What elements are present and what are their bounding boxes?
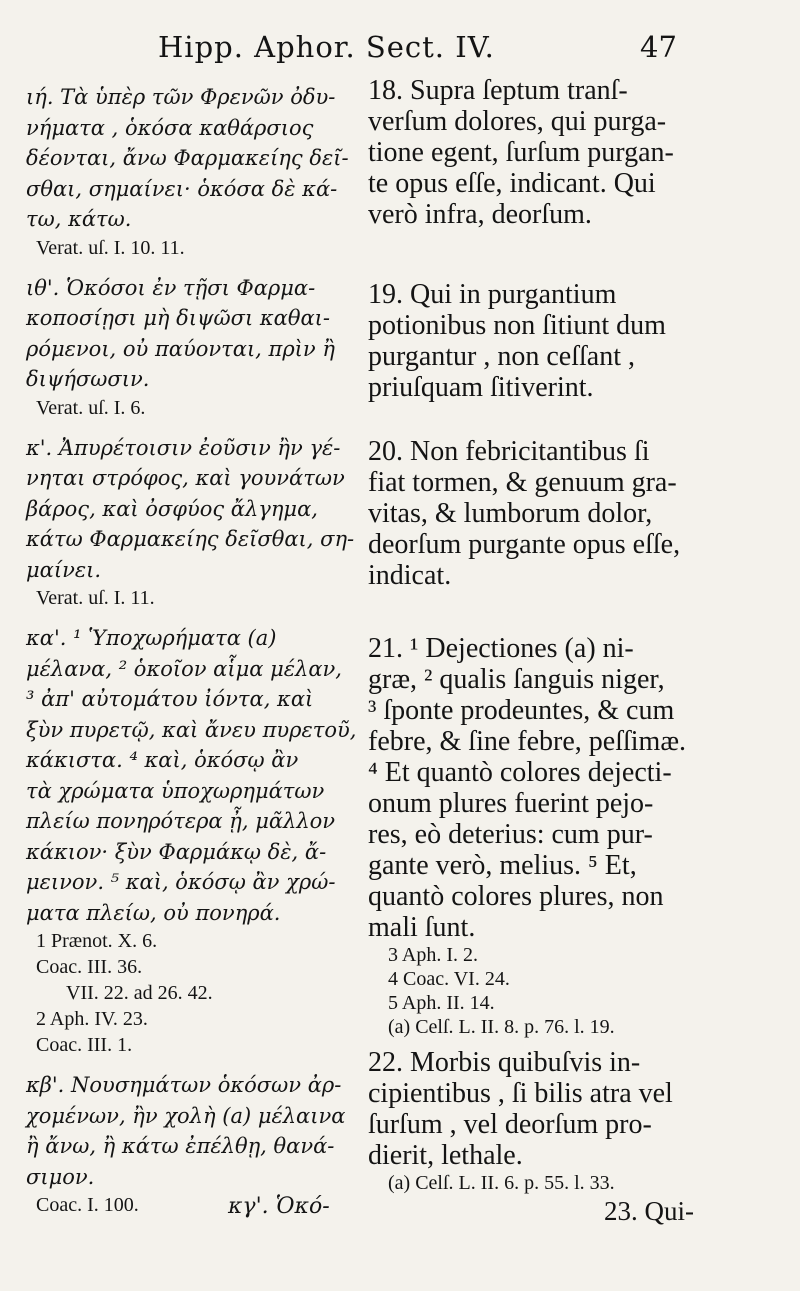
- text-line: τω, κάτω.: [26, 207, 132, 231]
- running-head: Hipp. Aphor. Sect. IV.: [158, 30, 495, 64]
- aphorism-block: [26, 433, 358, 612]
- text-line: νήματα , ὁκόσα καθάρσιος: [26, 115, 314, 140]
- text-line: κα'. ¹ Ὑποχωρήματα (a): [26, 626, 277, 650]
- block-gap: [368, 591, 780, 633]
- text-line: ρόμενοι, οὐ παύονται, πρὶν ἢ: [26, 336, 335, 361]
- reference-note: VII. 22. ad 26. 42.: [66, 982, 213, 1004]
- text-line: dierit, lethale.: [368, 1140, 523, 1171]
- reference-note: 3 Aph. I. 2.: [388, 944, 478, 966]
- text-line: cipientibus , ſi bilis atra vel: [368, 1078, 673, 1109]
- aphorism-block: [368, 75, 780, 230]
- latin-catchword: 23. Qui-: [604, 1196, 694, 1226]
- text-line: 21. ¹ Dejectiones (a) ni-: [368, 633, 634, 664]
- text-line: κβ'. Νουσημάτων ὁκόσων ἀρ-: [26, 1073, 342, 1097]
- reference-note: 2 Aph. IV. 23.: [36, 1008, 148, 1030]
- aphorism-block: [368, 436, 780, 591]
- block-gap: [26, 611, 358, 623]
- block-gap: [368, 403, 780, 436]
- reference-note: 1 Prænot. X. 6.: [36, 930, 158, 952]
- greek-text-column: [26, 82, 358, 1218]
- text-line: μέλανα, ² ὁκοῖον αἷμα μέλαν,: [26, 656, 342, 681]
- text-line: quantò colores plures, non: [368, 881, 664, 912]
- text-line: 22. Morbis quibuſvis in-: [368, 1047, 641, 1078]
- text-line: 20. Non febricitantibus ſi: [368, 436, 650, 467]
- text-line: βάρος, καὶ ὀσφύος ἄλγημα,: [26, 496, 318, 521]
- text-line: σιμον.: [26, 1164, 95, 1189]
- block-gap: [26, 421, 358, 433]
- text-line: ³ ἀπ' αὐτομάτου ἰόντα, καὶ: [26, 687, 314, 711]
- text-line: deorſum purgante opus eſſe,: [368, 529, 681, 560]
- text-line: διψήσωσιν.: [26, 367, 150, 391]
- text-line: purgantur , non ceſſant ,: [368, 341, 635, 372]
- text-line: ἢ ἄνω, ἢ κάτω ἐπέλθῃ, θανά-: [26, 1134, 335, 1158]
- text-line: fiat tormen, & genuum gra-: [368, 467, 677, 498]
- text-line: μαίνει.: [26, 557, 102, 582]
- text-line: febre, & ſine febre, peſſimæ.: [368, 726, 686, 757]
- aphorism-block: [26, 623, 358, 1058]
- text-line: νηται στρόφος, καὶ γουνάτων: [26, 466, 345, 490]
- latin-text-column: [368, 75, 780, 1195]
- reference-note: Verat. uſ. I. 10. 11.: [36, 236, 185, 259]
- text-line: ματα πλείω, οὐ πονηρά.: [26, 900, 281, 925]
- reference-note: 4 Coac. VI. 24.: [388, 968, 510, 990]
- aphorism-block: [26, 273, 358, 421]
- greek-catchword: κγ'. Ὁκό-: [228, 1194, 330, 1219]
- text-line: ξὺν πυρετῷ, καὶ ἄνευ πυρετοῦ,: [26, 717, 357, 742]
- text-line: σθαι, σημαίνει· ὁκόσα δὲ κά-: [26, 176, 338, 201]
- text-line: onum plures fuerint pejo-: [368, 788, 654, 819]
- reference-note: (a) Celſ. L. II. 8. p. 76. l. 19.: [388, 1016, 615, 1038]
- reference-note: Coac. I. 100.: [36, 1194, 139, 1216]
- text-line: κ'. Ἀπυρέτοισιν ἐοῦσιν ἢν γέ-: [26, 435, 341, 460]
- text-line: græ, ² qualis ſanguis niger,: [368, 664, 665, 695]
- page-number: 47: [640, 30, 677, 64]
- text-line: ſurſum , vel deorſum pro-: [368, 1109, 652, 1140]
- block-gap: [368, 230, 780, 279]
- text-line: 18. Supra ſeptum tranſ-: [368, 75, 628, 106]
- text-line: res, eò deterius: cum pur-: [368, 819, 653, 850]
- text-line: ιθ'. Ὁκόσοι ἐν τῇσι Φαρμα-: [26, 275, 316, 300]
- text-line: κοποσίῃσι μὴ διψῶσι καθαι-: [26, 306, 330, 330]
- text-line: κάκιστα. ⁴ καὶ, ὁκόσῳ ἂν: [26, 748, 299, 772]
- reference-note: 5 Aph. II. 14.: [388, 992, 495, 1014]
- text-line: κάτω Φαρμακείης δεῖσθαι, ση-: [26, 527, 355, 551]
- text-line: indicat.: [368, 560, 452, 591]
- text-line: priuſquam ſitiverint.: [368, 372, 594, 403]
- text-line: verſum dolores, qui purga-: [368, 106, 667, 137]
- text-line: μεινον. ⁵ καὶ, ὁκόσῳ ἂν χρώ-: [26, 870, 336, 894]
- text-line: τὰ χρώματα ὑποχωρημάτων: [26, 778, 325, 803]
- text-line: δέονται, ἄνω Φαρμακείης δεῖ-: [26, 146, 349, 170]
- block-gap: [368, 1039, 780, 1047]
- text-line: gante verò, melius. ⁵ Et,: [368, 850, 637, 881]
- page-header: [0, 30, 800, 70]
- reference-note: (a) Celſ. L. II. 6. p. 55. l. 33.: [388, 1172, 615, 1194]
- reference-note: Coac. III. 36.: [36, 956, 143, 978]
- text-line: χομένων, ἢν χολὴ (a) μέλαινα: [26, 1103, 346, 1128]
- text-line: κάκιον· ξὺν Φαρμάκῳ δὲ, ἄ-: [26, 839, 327, 864]
- text-line: ³ ſponte prodeuntes, & cum: [368, 695, 675, 726]
- text-line: 19. Qui in purgantium: [368, 279, 617, 310]
- reference-note: Verat. uſ. I. 11.: [36, 587, 155, 609]
- aphorism-block: [368, 279, 780, 403]
- text-line: tione egent, ſurſum purgan-: [368, 137, 674, 168]
- aphorism-block: [26, 82, 358, 261]
- block-gap: [26, 1058, 358, 1070]
- text-line: ⁴ Et quantò colores dejecti-: [368, 757, 672, 788]
- text-line: mali ſunt.: [368, 912, 476, 943]
- aphorism-block: [368, 1047, 780, 1195]
- text-line: vitas, & lumborum dolor,: [368, 498, 653, 529]
- reference-note: Verat. uſ. I. 6.: [36, 396, 146, 419]
- text-line: te opus eſſe, indicant. Qui: [368, 168, 656, 199]
- text-line: πλείω πονηρότερα ᾖ, μᾶλλον: [26, 809, 336, 833]
- reference-note: Coac. III. 1.: [36, 1034, 133, 1056]
- text-line: ιή. Τὰ ὑπὲρ τῶν Φρενῶν ὀδυ-: [26, 85, 336, 109]
- aphorism-block: [368, 633, 780, 1039]
- text-line: potionibus non ſitiunt dum: [368, 310, 666, 341]
- text-line: verò infra, deorſum.: [368, 199, 592, 230]
- block-gap: [26, 261, 358, 273]
